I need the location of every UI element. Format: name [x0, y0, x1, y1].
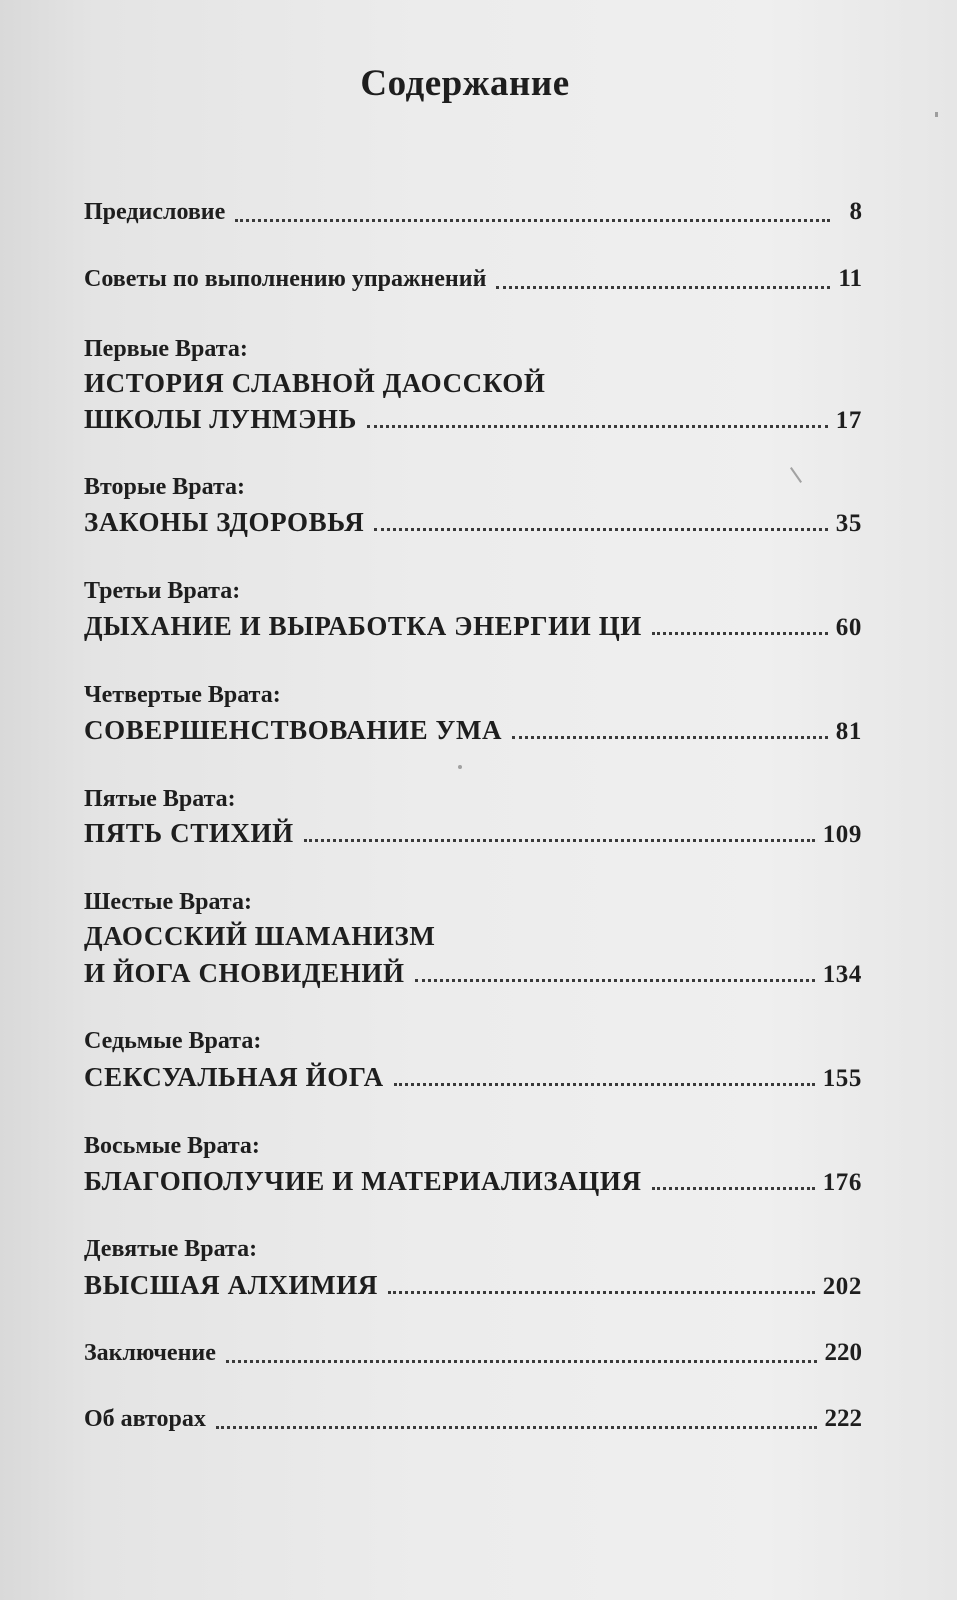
gate-label [84, 578, 862, 612]
chapter-title-text: ДАОССКИЙ ШАМАНИЗМ [84, 921, 436, 951]
page-number: 134 [822, 961, 862, 988]
leader-dots [394, 1077, 815, 1086]
chapter-title-text: ПЯТЬ СТИХИЙ [84, 818, 294, 848]
entry-label: Заключение [84, 1340, 216, 1366]
gate-label [84, 336, 862, 370]
toc-entry-gate-9 [84, 1270, 862, 1304]
leader-dots [652, 1181, 815, 1190]
leader-dots [367, 419, 828, 428]
chapter-title-text: ВЫСШАЯ АЛХИМИЯ [84, 1270, 378, 1300]
chapter-title-text: И ЙОГА СНОВИДЕНИЙ [84, 958, 405, 988]
gate-label-text: Девятые Врата: [84, 1236, 258, 1262]
chapter-title-text: ДЫХАНИЕ И ВЫРАБОТКА ЭНЕРГИИ ЦИ [84, 611, 642, 641]
leader-dots [652, 626, 828, 635]
page-number: 8 [849, 198, 862, 225]
gate-label-text: Третьи Врата: [84, 578, 241, 604]
leader-dots [216, 1420, 817, 1429]
page-number: 222 [824, 1405, 862, 1432]
gate-label-text: Восьмые Врата: [84, 1133, 260, 1159]
toc-entry-gate-7 [84, 1062, 862, 1096]
page-number: 60 [835, 614, 862, 641]
gate-label-text: Вторые Врата: [84, 474, 246, 500]
gate-label-text: Первые Врата: [84, 336, 248, 362]
page-number: 11 [838, 265, 862, 292]
page-number: 35 [835, 510, 862, 537]
chapter-title-text: БЛАГОПОЛУЧИЕ И МАТЕРИАЛИЗАЦИЯ [84, 1166, 642, 1196]
toc-entry-preface [84, 198, 862, 232]
toc-entry-gate-3 [84, 611, 862, 645]
gate-label [84, 474, 862, 508]
leader-dots [235, 213, 830, 222]
chapter-title-text: ШКОЛЫ ЛУНМЭНЬ [84, 404, 357, 434]
toc-entry-about-authors [84, 1405, 862, 1439]
page-number: 155 [822, 1065, 862, 1092]
gate-label [84, 1133, 862, 1167]
leader-dots [304, 833, 815, 842]
chapter-title-text: ИСТОРИЯ СЛАВНОЙ ДАОССКОЙ [84, 368, 546, 398]
chapter-title-line [84, 368, 862, 402]
page-number: 17 [835, 407, 862, 434]
page-number: 109 [822, 821, 862, 848]
chapter-title-text: СЕКСУАЛЬНАЯ ЙОГА [84, 1062, 384, 1092]
page-number: 176 [822, 1169, 862, 1196]
leader-dots [415, 973, 815, 982]
gate-label-text: Шестые Врата: [84, 889, 252, 915]
page-number: 81 [835, 718, 862, 745]
page-title: Содержание [360, 63, 570, 104]
gate-label-text: Четвертые Врата: [84, 682, 281, 708]
toc-entry-gate-2 [84, 507, 862, 541]
toc-entry-gate-1 [84, 404, 862, 438]
gate-label [84, 889, 862, 923]
gate-label [84, 1028, 862, 1062]
toc-entry-gate-8 [84, 1166, 862, 1200]
gate-label [84, 786, 862, 820]
gate-label-text: Седьмые Врата: [84, 1028, 262, 1054]
leader-dots [374, 522, 827, 531]
leader-dots [226, 1354, 817, 1363]
chapter-title-text: ЗАКОНЫ ЗДОРОВЬЯ [84, 507, 365, 537]
toc-entry-exercise-tips [84, 265, 862, 299]
entry-label: Об авторах [84, 1406, 206, 1432]
chapter-title-text: СОВЕРШЕНСТВОВАНИЕ УМА [84, 715, 503, 745]
scan-mark [935, 112, 938, 117]
toc-entry-gate-4 [84, 715, 862, 749]
leader-dots [512, 730, 828, 739]
gate-label-text: Пятые Врата: [84, 786, 236, 812]
gate-label [84, 1236, 862, 1270]
toc-entry-gate-5 [84, 818, 862, 852]
gate-label [84, 682, 862, 716]
entry-label: Предисловие [84, 199, 226, 225]
leader-dots [388, 1285, 815, 1294]
chapter-title-line [84, 921, 862, 955]
entry-label: Советы по выполнению упражнений [84, 266, 487, 292]
leader-dots [496, 280, 830, 289]
scan-mark [458, 765, 462, 769]
page-number: 202 [822, 1273, 862, 1300]
page-number: 220 [824, 1339, 862, 1366]
toc-entry-gate-6 [84, 958, 862, 992]
toc-entry-conclusion [84, 1339, 862, 1373]
